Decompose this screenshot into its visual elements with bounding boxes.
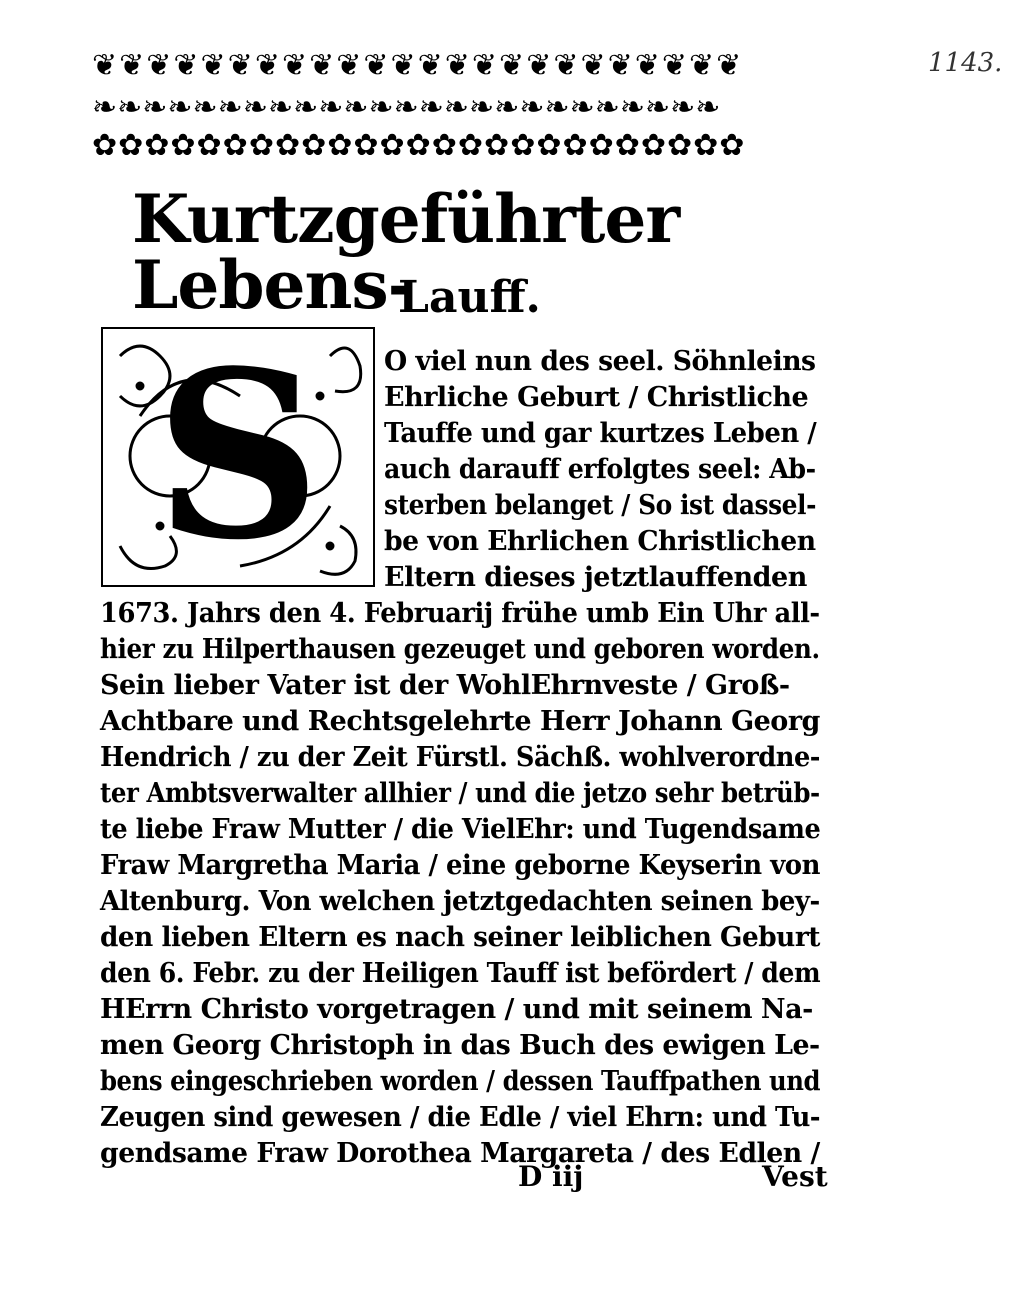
body-line: Altenburg. Von welchen jetztgedachten seinen bey- (100, 886, 820, 917)
body-line: bens eingeschrieben worden / dessen Tauffpathen und (100, 1066, 821, 1097)
body-line: gendsame Fraw Dorothea Margareta / des Edlen / (100, 1138, 820, 1169)
body-line: O viel nun des seel. Söhnleins (384, 346, 816, 377)
initial-letter: S (154, 326, 322, 588)
ornament-row-1: ❦❦❦❦❦❦❦❦❦❦❦❦❦❦❦❦❦❦❦❦❦❦❦❦ (92, 48, 744, 83)
catchword: Vest (762, 1160, 828, 1193)
body-line: te liebe Fraw Mutter / die VielEhr: und Tugendsame (100, 814, 821, 845)
ornament-row (92, 126, 820, 166)
body-line: Sein lieber Vater ist der WohlEhrnveste / Groß- (100, 670, 790, 701)
ornament-row (92, 46, 820, 86)
body-line: hier zu Hilperthausen gezeuget und geboren worden. (100, 634, 820, 665)
body-line: be von Ehrlichen Christlichen (384, 526, 816, 557)
body-line: Hendrich / zu der Zeit Fürstl. Sächß. wohlverordne- (100, 742, 820, 773)
signature-mark: D iij (518, 1160, 584, 1193)
body-line: Tauffe und gar kurtzes Leben / (384, 418, 817, 449)
body-line: 1673. Jahrs den 4. Februarij frühe umb Ein Uhr all- (100, 598, 820, 629)
body-line: Fraw Margretha Maria / eine geborne Keyserin von (100, 850, 820, 881)
ornament-row (92, 88, 820, 128)
body-line: Eltern dieses jetztlauffenden (384, 562, 807, 593)
ornament-row-2: ❧❧❧❧❧❧❧❧❧❧❧❧❧❧❧❧❧❧❧❧❧❧❧❧❧ (92, 90, 721, 125)
title-line-1: Kurtzgeführter Lebens- (132, 180, 680, 324)
body-line: Zeugen sind gewesen / die Edle / viel Ehrn: und Tu- (100, 1102, 821, 1133)
body-line: HErrn Christo vorgetragen / und mit seinem Na- (100, 994, 813, 1025)
decorated-initial-ornament (100, 326, 376, 588)
page-number: 1143. (928, 48, 1003, 78)
decorated-initial (100, 326, 376, 588)
body-line: sterben belanget / So ist dassel- (384, 490, 816, 521)
body-line: men Georg Christoph in das Buch des ewigen Le- (100, 1030, 820, 1061)
title-line-2: Lauff. (398, 272, 541, 323)
body-line: auch darauff erfolgtes seel: Ab- (384, 454, 816, 485)
body-line: Ehrliche Geburt / Christliche (384, 382, 809, 413)
body-line: ter Ambtsverwalter allhier / und die jetzo sehr betrüb- (100, 778, 820, 809)
ornament-row-3: ✿✿✿✿✿✿✿✿✿✿✿✿✿✿✿✿✿✿✿✿✿✿✿✿✿ (92, 128, 746, 163)
body-line: Achtbare und Rechtsgelehrte Herr Johann Georg (100, 706, 820, 737)
body-line: den lieben Eltern es nach seiner leiblichen Geburt (100, 922, 820, 953)
body-line: den 6. Febr. zu der Heiligen Tauff ist befördert / dem (100, 958, 821, 989)
